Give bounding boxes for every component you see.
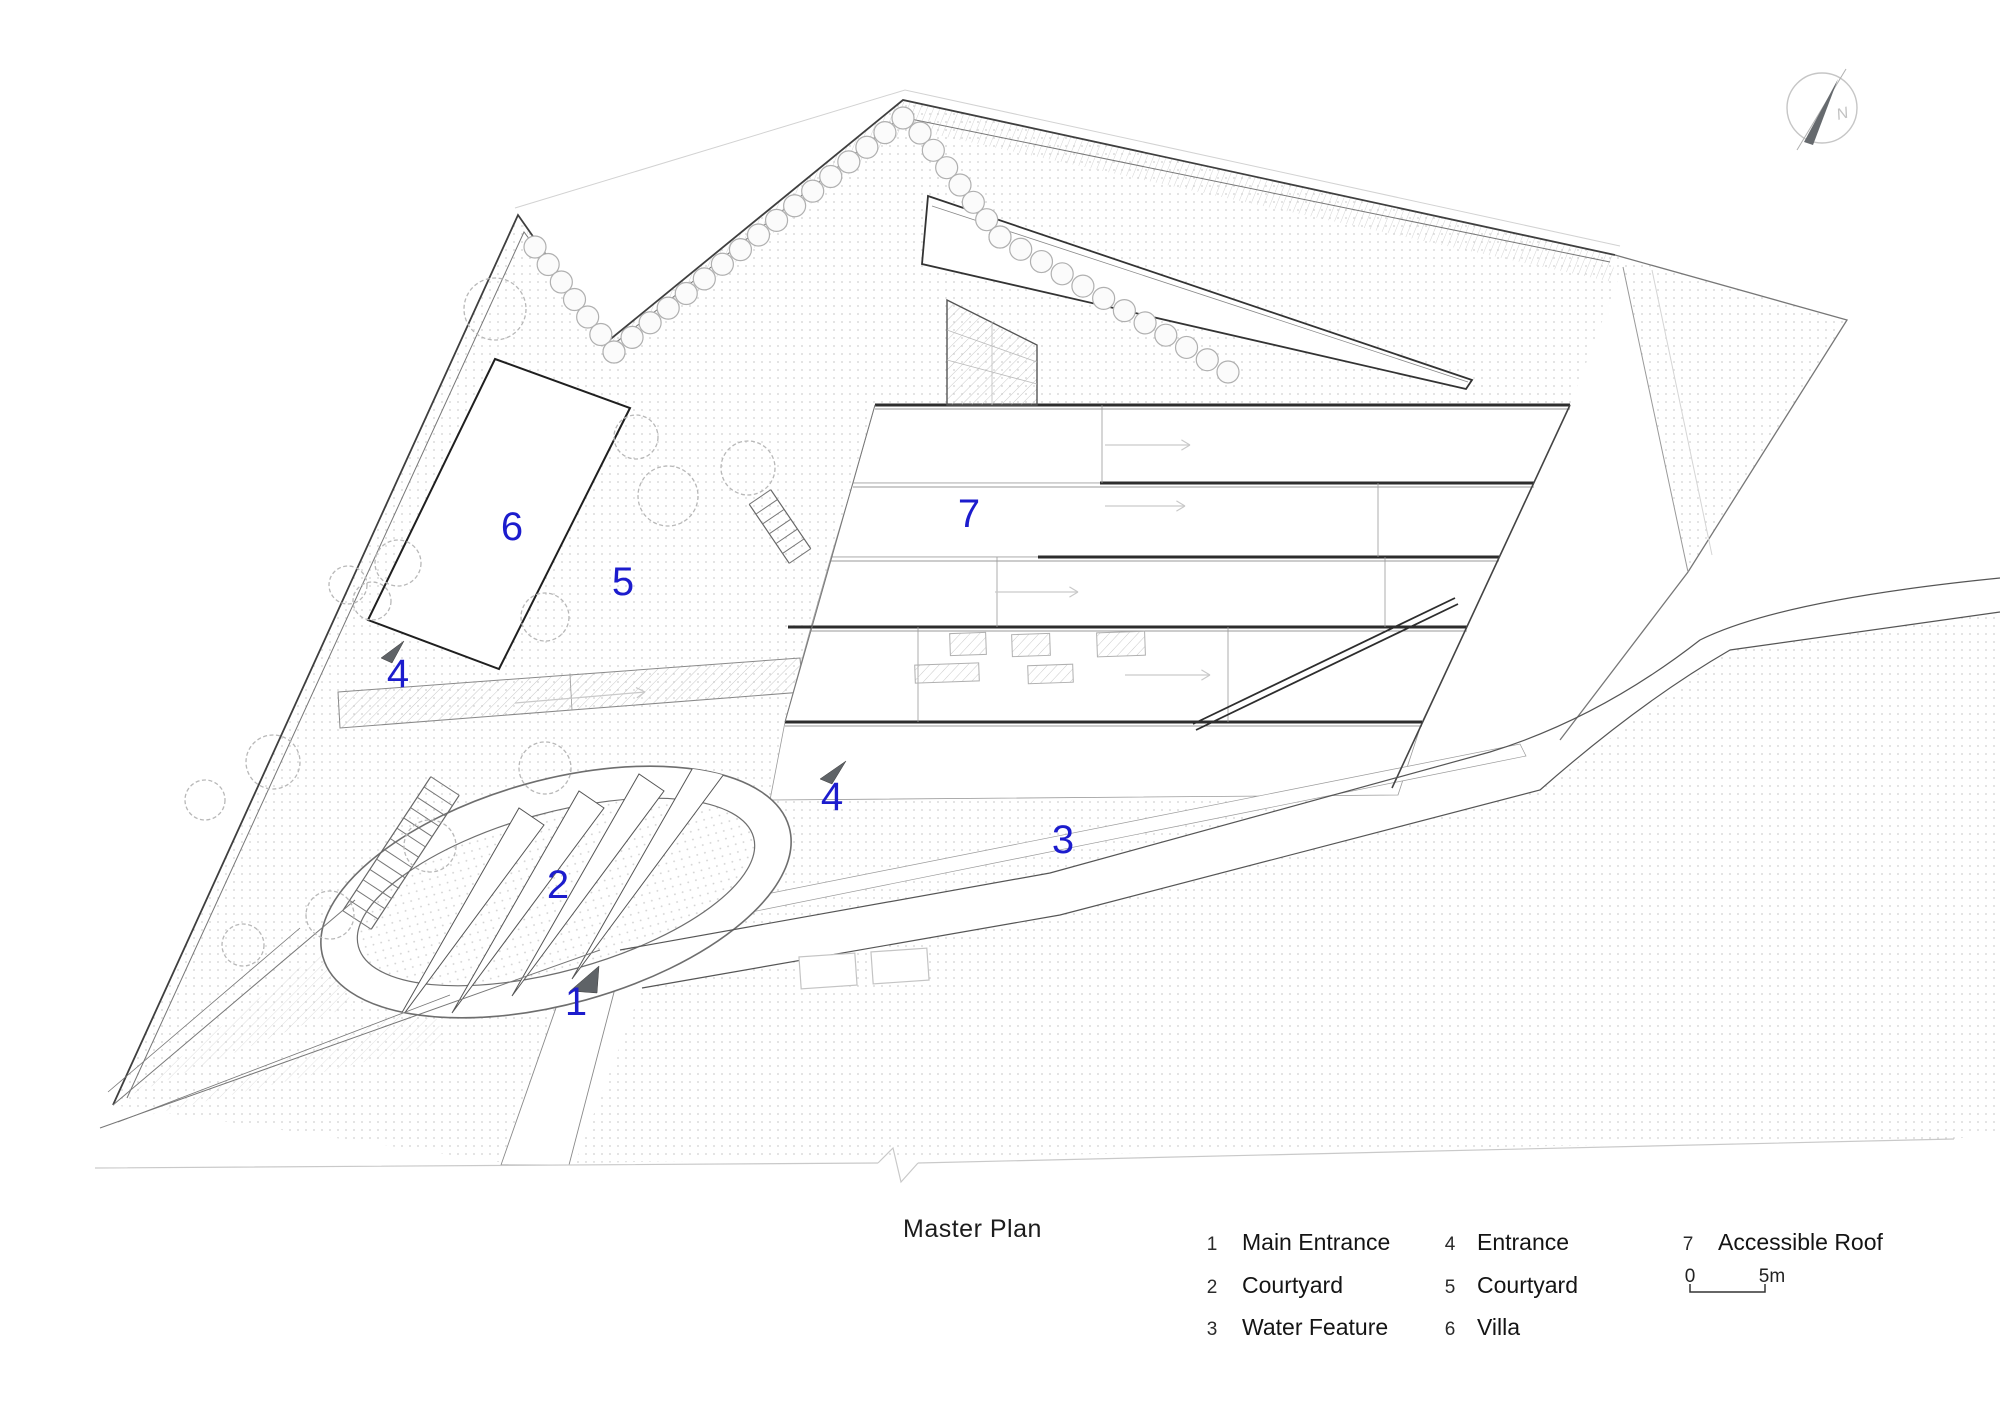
legend-num: 7 [1682,1234,1694,1255]
legend [903,1215,1884,1340]
legend-label: Main Entrance [1242,1229,1391,1255]
legend-column-2 [1445,1229,1578,1340]
legend-label: Entrance [1477,1229,1570,1255]
plan-label-7: 7 [957,492,981,536]
shrub-symbol [989,226,1011,248]
shrub-symbol [693,268,715,290]
plan-label-4b: 4 [820,775,844,819]
shrub-symbol [1176,336,1198,358]
shrub-symbol [1113,300,1135,322]
shrub-symbol [874,122,896,144]
shrub-symbol [1217,361,1239,383]
legend-num: 2 [1206,1277,1218,1298]
shrub-symbol [657,297,679,319]
shrub-symbol [621,326,643,348]
scale-max: 5m [1758,1266,1786,1287]
scale-zero: 0 [1684,1266,1696,1287]
shrub-symbol [1093,287,1115,309]
shrub-symbol [1030,251,1052,273]
shrub-symbol [892,107,914,129]
drawing-title: Master Plan [903,1215,1042,1243]
legend-column-3 [1683,1229,1884,1255]
shrub-symbol [820,166,842,188]
plan-label-6: 6 [500,505,524,549]
shrub-symbol [1010,238,1032,260]
plan-label-4a: 4 [386,652,410,696]
shrub-symbol [1134,312,1156,334]
tree-symbol [185,780,225,820]
legend-label: Villa [1477,1314,1521,1340]
shrub-symbol [1155,324,1177,346]
shrub-symbol [729,239,751,261]
shrub-symbol [639,312,661,334]
legend-num: 4 [1444,1234,1456,1255]
plan-label-3: 3 [1051,818,1075,862]
plan-label-5: 5 [611,560,635,604]
plan-label-2: 2 [546,863,570,907]
north-compass [1787,69,1857,150]
legend-num: 1 [1206,1234,1218,1255]
legend-column-1 [1207,1229,1391,1340]
shrub-symbol [766,209,788,231]
compass-north-letter: N [1834,104,1851,124]
shrub-symbol [784,195,806,217]
shrub-symbol [603,341,625,363]
plan-label-1: 1 [564,980,588,1024]
legend-num: 5 [1444,1277,1456,1298]
scale-bar [1685,1266,1785,1292]
legend-label: Water Feature [1242,1314,1389,1340]
shrub-symbol [856,136,878,158]
legend-label: Courtyard [1242,1272,1343,1298]
shrub-symbol [748,224,770,246]
legend-label: Accessible Roof [1718,1229,1883,1255]
shrub-symbol [675,283,697,305]
shrub-symbol [802,180,824,202]
legend-num: 3 [1206,1319,1218,1340]
legend-num: 6 [1444,1319,1456,1340]
shrub-symbol [1196,349,1218,371]
legend-label: Courtyard [1477,1272,1578,1298]
shrub-symbol [838,151,860,173]
shrub-symbol [1072,275,1094,297]
shrub-symbol [711,253,733,275]
shrub-symbol [1051,263,1073,285]
